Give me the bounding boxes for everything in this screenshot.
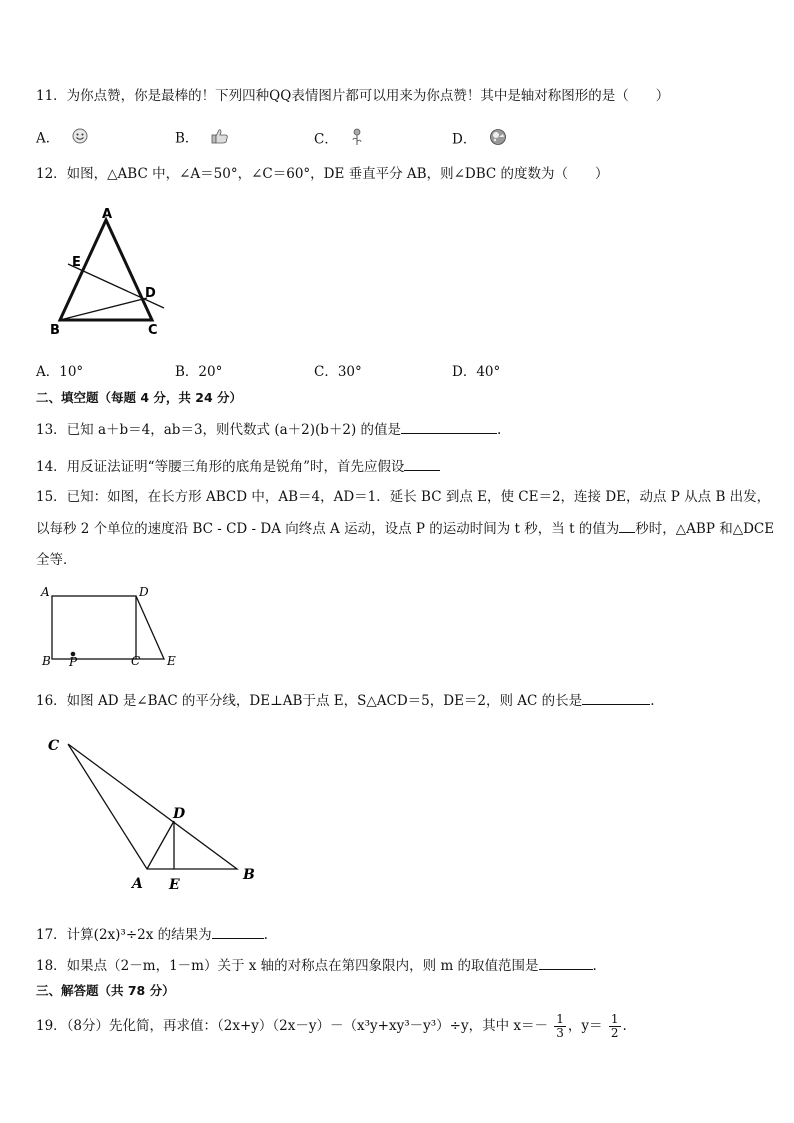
q15-answer-blank[interactable] [619, 518, 635, 533]
q19-end: . [622, 1018, 627, 1034]
rose-icon [350, 128, 364, 152]
q19-fraction-x-numerator: 1 [556, 1012, 564, 1026]
label-c: C [131, 654, 141, 668]
q16-text: 16．如图 AD 是∠BAC 的平分线，DE⊥AB于点 E，S△ACD＝5，DE＝2，则 AC 的长是 [36, 693, 583, 709]
smiley-face-icon [72, 128, 88, 150]
q12-option-a: A．10° [36, 364, 84, 380]
q19-fraction-y [609, 1013, 621, 1040]
q17-text: 17．计算(2x)³÷2x 的结果为 [36, 927, 212, 943]
label-e: E [72, 255, 81, 270]
q11-option-b-label: B． [175, 130, 199, 147]
q14-answer-blank[interactable] [404, 456, 440, 471]
section-3-heading: 三、解答题（共 78 分） [36, 983, 175, 998]
q12-option-d: D．40° [452, 364, 501, 380]
label-b: B [42, 654, 51, 668]
triangle-abc [68, 744, 237, 869]
q13-answer-blank[interactable] [401, 419, 497, 434]
q15-line3: 全等． [36, 552, 77, 568]
clapping-emoji-icon [489, 128, 507, 152]
q11-option-d [452, 128, 507, 152]
q13-end: . [497, 422, 502, 438]
label-e: E [167, 654, 176, 668]
triangle-dce [136, 596, 164, 659]
q14-text: 14．用反证法证明“等腰三角形的底角是锐角”时，首先应假设 [36, 459, 405, 475]
q11-option-b [175, 128, 229, 150]
q19-fraction-x [554, 1013, 566, 1040]
q11-stem: 11．为你点赞，你是最棒的！下列四种QQ表情图片都可以用来为你点赞！其中是轴对称图形的是（ ） [36, 88, 670, 104]
label-d: D [145, 286, 156, 301]
section-2-heading: 二、填空题（每题 4 分，共 24 分） [36, 390, 243, 405]
q13 [36, 419, 501, 440]
label-b: B [50, 323, 60, 338]
q17-end: . [263, 927, 268, 943]
q18-end: . [592, 958, 597, 974]
q11-option-d-label: D． [452, 131, 477, 148]
q11-option-c [314, 128, 364, 152]
q11-option-c-label: C． [314, 131, 338, 148]
q11-option-a-label: A． [36, 130, 60, 147]
q14 [36, 456, 440, 477]
q19 [36, 1013, 627, 1040]
q16-answer-blank[interactable] [582, 690, 650, 705]
q16-end: . [650, 693, 655, 709]
rectangle-abcd [52, 596, 136, 659]
q12-triangle-figure [44, 204, 174, 338]
label-e: E [169, 877, 180, 893]
q15-line1: 15．已知：如图，在长方形 ABCD 中，AB＝4，AD＝1．延长 BC 到点 E，使 CE＝2，连接 DE，动点 P 从点 B 出发， [36, 489, 771, 505]
q15-line2-end: 秒时，△ABP 和△DCE [635, 521, 775, 537]
q18-answer-blank[interactable] [539, 955, 593, 970]
q15-rectangle-figure [38, 584, 188, 670]
q11-option-a [36, 128, 88, 150]
label-d: D [173, 806, 186, 822]
q19-mid: ，y＝ [567, 1018, 603, 1034]
q19-fraction-x-denominator: 3 [556, 1026, 564, 1040]
label-p: P [69, 655, 78, 669]
q15-line2 [36, 518, 774, 539]
label-a: A [102, 207, 113, 222]
segment-ad [147, 821, 174, 869]
q17-answer-blank[interactable] [212, 924, 264, 939]
q12-stem: 12．如图，△ABC 中，∠A＝50°，∠C＝60°，DE 垂直平分 AB，则∠DBC 的度数为（ ） [36, 166, 609, 182]
q16 [36, 690, 654, 711]
triangle-abc [60, 220, 152, 320]
q16-triangle-figure [40, 730, 270, 896]
q19-text: 19．（8分）先化简，再求值：（2x+y）（2x－y）－（x³y+xy³－y³）÷y，其中 x＝－ [36, 1018, 548, 1034]
segment-bd [60, 298, 147, 320]
q12-option-c: C．30° [314, 364, 362, 380]
label-b: B [243, 867, 255, 883]
label-a: A [132, 876, 143, 892]
q13-text: 13．已知 a＋b＝4，ab＝3，则代数式 (a＋2)(b＋2) 的值是 [36, 422, 402, 438]
q18-text: 18．如果点（2－m，1－m）关于 x 轴的对称点在第四象限内，则 m 的取值范围是 [36, 958, 539, 974]
label-a: A [41, 585, 50, 599]
thumbs-up-icon [211, 128, 229, 150]
q12-option-b: B．20° [175, 364, 223, 380]
label-c: C [48, 738, 60, 754]
q18 [36, 955, 597, 976]
label-d: D [139, 585, 149, 599]
label-c: C [148, 323, 158, 338]
q19-fraction-y-denominator: 2 [610, 1026, 619, 1040]
q15-line2-text: 以每秒 2 个单位的速度沿 BC - CD - DA 向终点 A 运动，设点 P 的运动时间为 t 秒，当 t 的值为 [36, 521, 620, 537]
q17 [36, 924, 268, 945]
q19-fraction-y-numerator: 1 [610, 1012, 619, 1026]
